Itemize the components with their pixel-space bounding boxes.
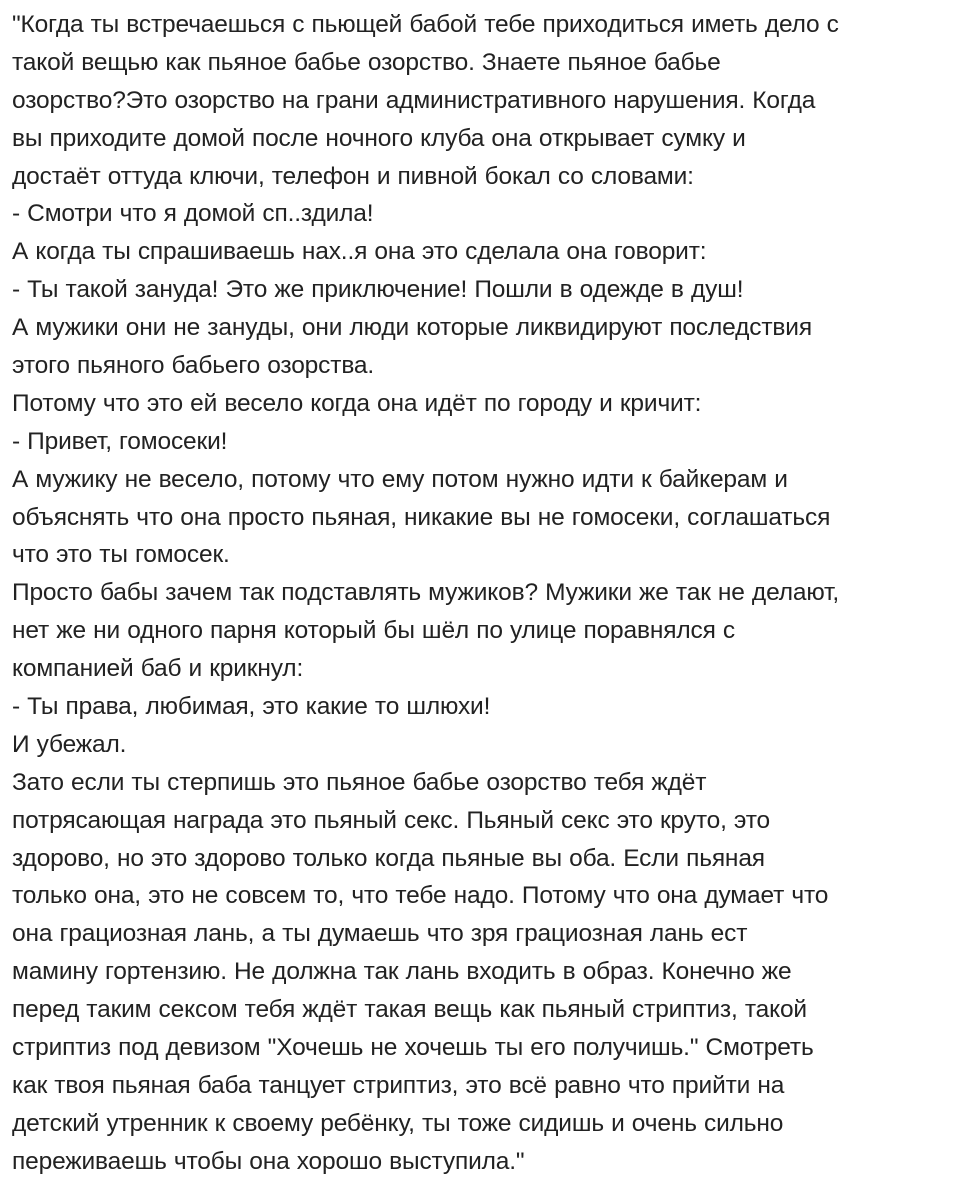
- text-line: - Смотри что я домой сп..здила!: [12, 200, 374, 228]
- text-line: объяснять что она просто пьяная, никакие вы не гомосеки, соглашаться: [12, 503, 831, 531]
- text-line: она грациозная лань, а ты думаешь что зря грациозная лань ест: [12, 920, 748, 948]
- text-line: озорство?Это озорство на грани административного нарушения. Когда: [12, 86, 816, 114]
- text-line: только она, это не совсем то, что тебе надо. Потому что она думает что: [12, 882, 829, 910]
- text-line: что это ты гомосек.: [12, 541, 230, 569]
- post-text: [12, 6, 960, 1181]
- text-line: вы приходите домой после ночного клуба она открывает сумку и: [12, 124, 746, 152]
- text-line: компанией баб и крикнул:: [12, 655, 304, 683]
- text-line: этого пьяного бабьего озорства.: [12, 352, 375, 380]
- text-line: потрясающая награда это пьяный секс. Пьяный секс это круто, это: [12, 806, 771, 834]
- text-line: детский утренник к своему ребёнку, ты тоже сидишь и очень сильно: [12, 1109, 784, 1137]
- text-line: такой вещью как пьяное бабье озорство. Знаете пьяное бабье: [12, 48, 721, 76]
- text-line: - Ты права, любимая, это какие то шлюхи!: [12, 693, 491, 721]
- text-line: Зато если ты стерпишь это пьяное бабье озорство тебя ждёт: [12, 768, 707, 796]
- text-line: А мужики они не зануды, они люди которые ликвидируют последствия: [12, 314, 812, 342]
- text-line: стриптиз под девизом "Хочешь не хочешь ты его получишь." Смотреть: [12, 1034, 814, 1062]
- text-line: - Привет, гомосеки!: [12, 427, 228, 455]
- text-line: А мужику не весело, потому что ему потом нужно идти к байкерам и: [12, 465, 788, 493]
- text-line: И убежал.: [12, 730, 127, 758]
- text-line: Просто бабы зачем так подставлять мужиков? Мужики же так не делают,: [12, 579, 840, 607]
- text-line: здорово, но это здорово только когда пьяные вы оба. Если пьяная: [12, 844, 765, 872]
- text-line: - Ты такой зануда! Это же приключение! Пошли в одежде в душ!: [12, 276, 744, 304]
- text-line: достаёт оттуда ключи, телефон и пивной бокал со словами:: [12, 162, 694, 190]
- text-line: мамину гортензию. Не должна так лань входить в образ. Конечно же: [12, 958, 792, 986]
- text-line: нет же ни одного парня который бы шёл по улице поравнялся с: [12, 617, 735, 645]
- text-line: Потому что это ей весело когда она идёт по городу и кричит:: [12, 389, 702, 417]
- text-line: "Когда ты встречаешься с пьющей бабой тебе приходиться иметь дело с: [12, 11, 839, 38]
- text-line: переживаешь чтобы она хорошо выступила.": [12, 1147, 525, 1175]
- text-line: как твоя пьяная баба танцует стриптиз, это всё равно что прийти на: [12, 1071, 785, 1099]
- text-line: А когда ты спрашиваешь нах..я она это сделала она говорит:: [12, 238, 707, 266]
- text-line: перед таким сексом тебя ждёт такая вещь как пьяный стриптиз, такой: [12, 996, 807, 1024]
